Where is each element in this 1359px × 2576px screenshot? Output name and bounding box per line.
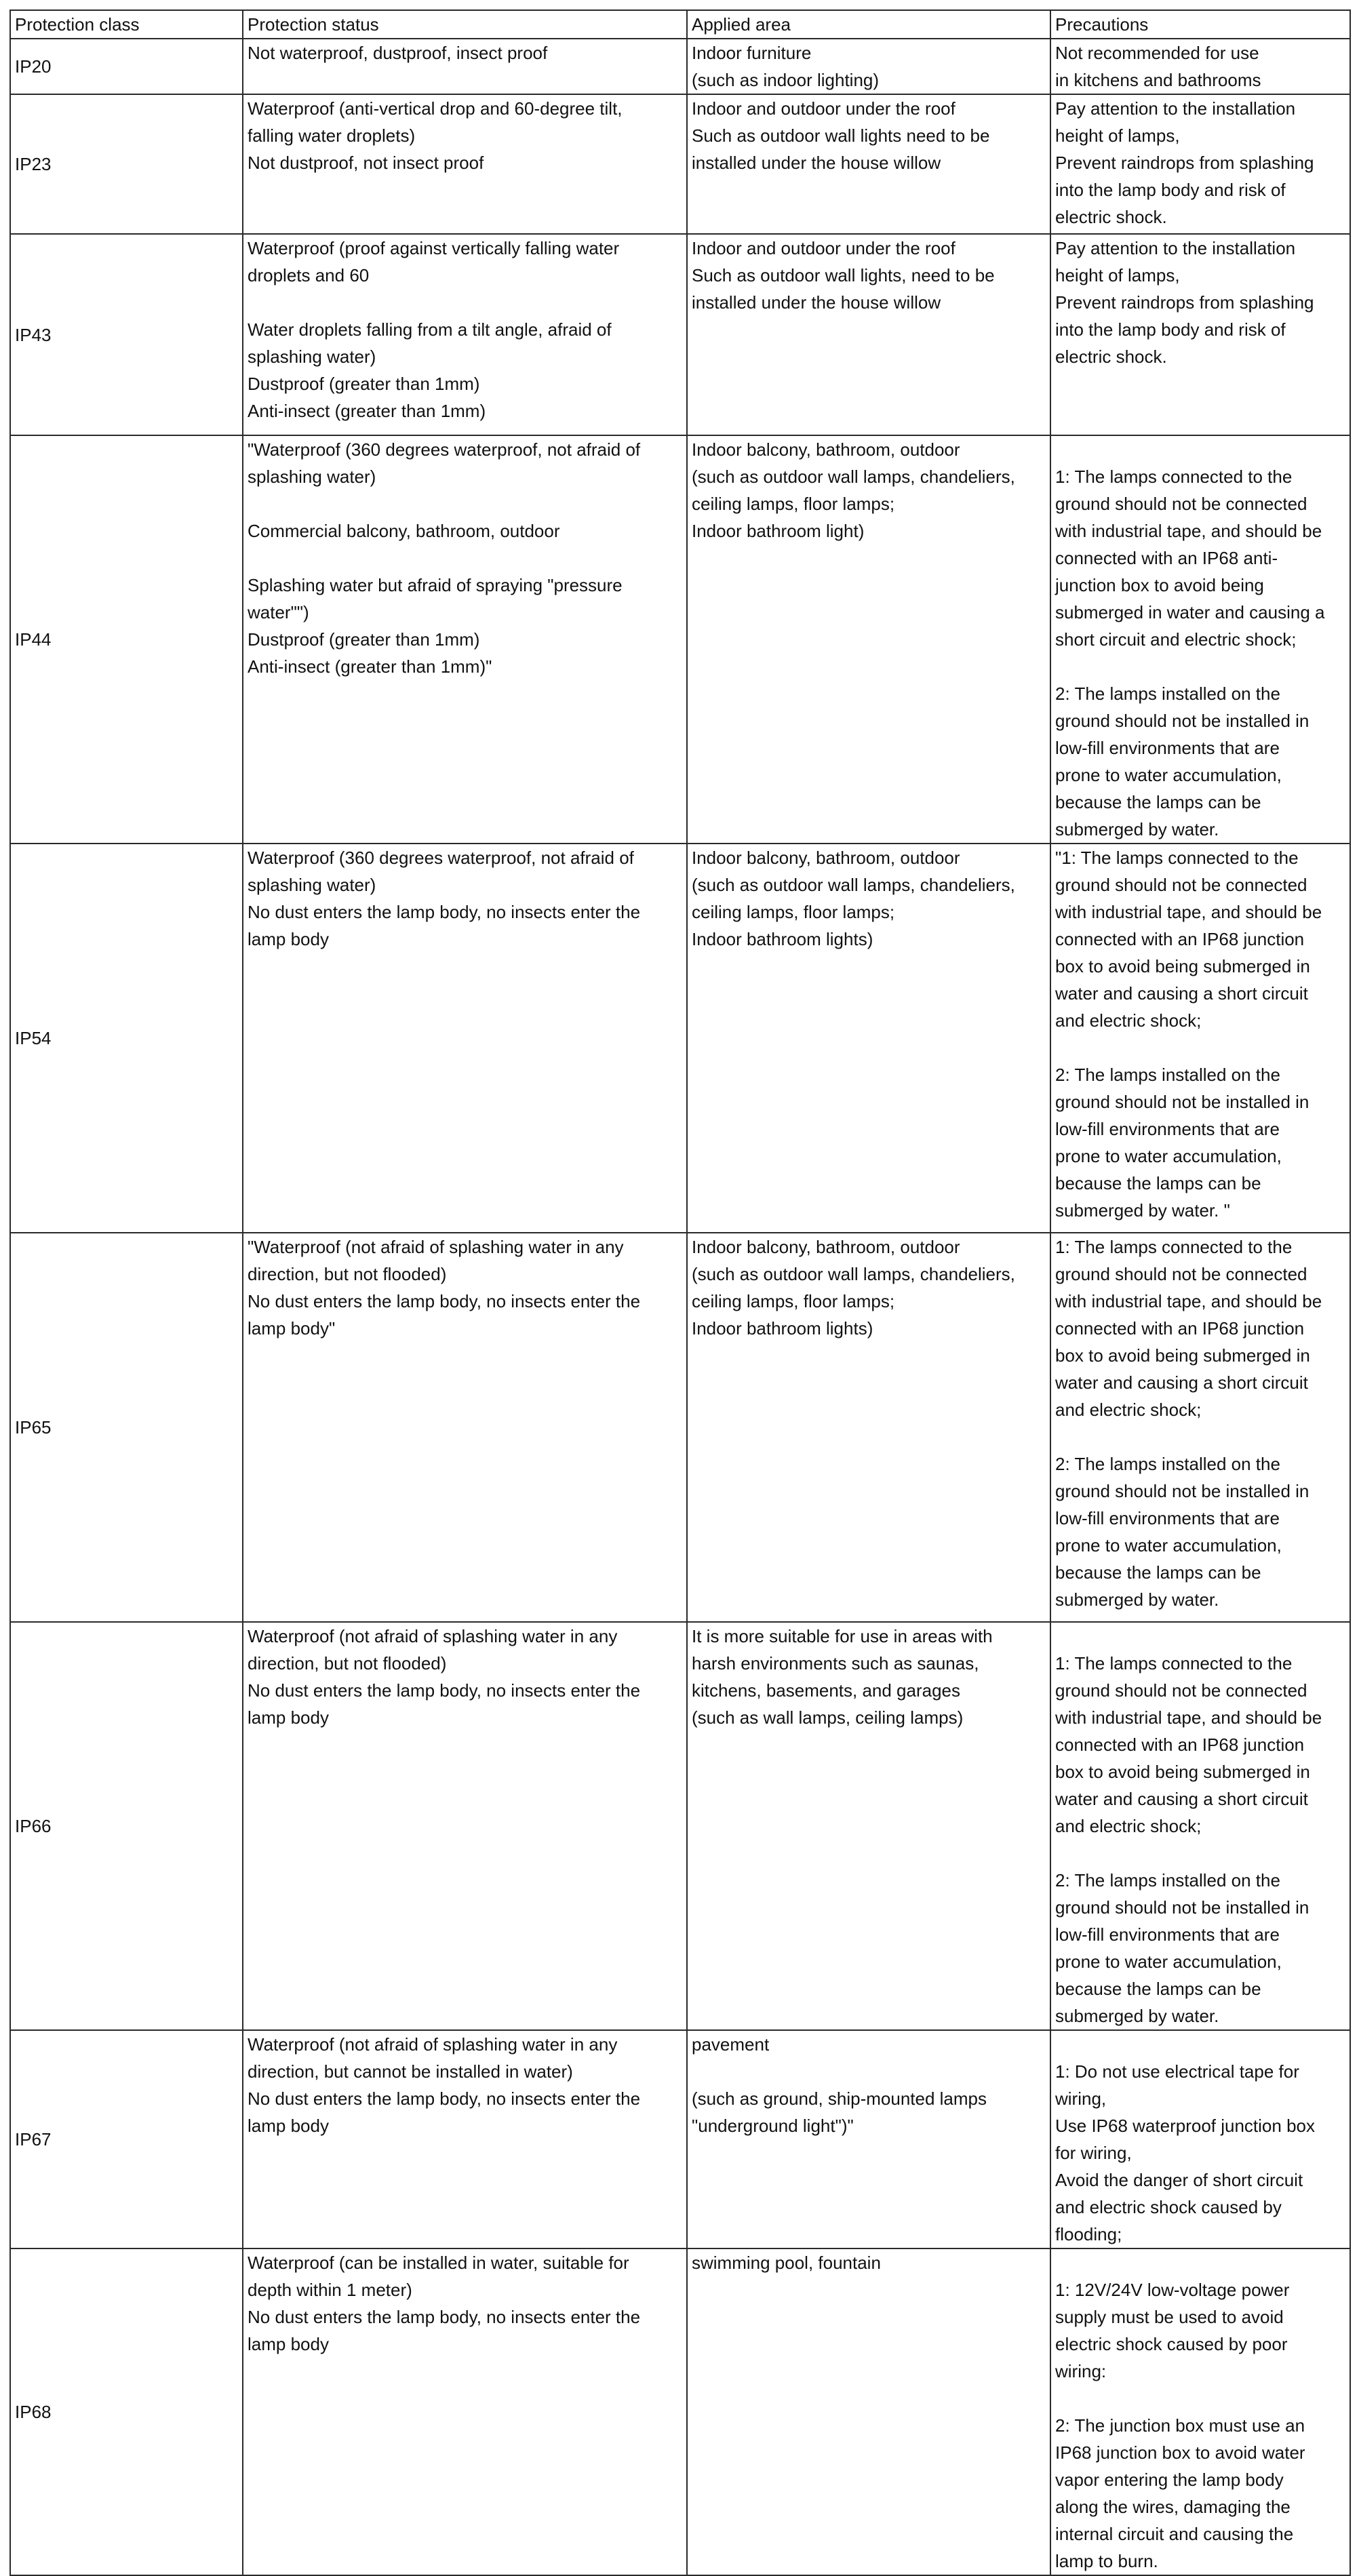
cell-text-line: and electric shock; [1055,1010,1202,1031]
cell-text-line: submerged by water. [1055,1589,1219,1610]
table-row [10,1622,1350,2030]
cell-text-line: because the lamps can be [1055,1562,1261,1583]
cell-text-line: prone to water accumulation, [1055,1146,1282,1166]
cell-text-line: "Waterproof (360 degrees waterproof, not afraid of [248,439,641,460]
cell-text-line: It is more suitable for use in areas with [692,1626,993,1646]
protection-class-text: IP20 [15,56,52,77]
header-cell-precautions[interactable]: Precautions [1050,10,1350,39]
spreadsheet-sheet [9,9,1350,2576]
cell-text-line: Waterproof (not afraid of splashing water in any [248,2034,618,2055]
cell-text-line: ground should not be connected [1055,1680,1307,1701]
applied-area-cell[interactable] [687,234,1050,435]
cell-text-line: Water droplets falling from a tilt angle, afraid of [248,319,612,340]
cell-text-line: junction box to avoid being [1055,575,1264,595]
cell-text-line: water and causing a short circuit [1055,1372,1308,1393]
cell-text-line: (such as ground, ship-mounted lamps [692,2088,987,2109]
cell-text-line: prone to water accumulation, [1055,1535,1282,1555]
cell-text-line: box to avoid being submerged in [1055,1345,1310,1366]
cell-text-line: Commercial balcony, bathroom, outdoor [248,521,560,541]
cell-text-line: ground should not be installed in [1055,711,1309,731]
protection-status-cell[interactable] [243,2030,687,2248]
cell-text-line: "Waterproof (not afraid of splashing water in any [248,1237,624,1257]
cell-text-line [1055,2031,1345,2058]
cell-text-line: low-fill environments that are [1055,1924,1280,1945]
cell-text-line: Dustproof (greater than 1mm) [248,374,480,394]
cell-text-line: Indoor balcony, bathroom, outdoor [692,848,960,868]
cell-text-line [692,2058,1046,2085]
cell-text-line: Waterproof (not afraid of splashing water in any [248,1626,618,1646]
cell-text-line: (such as outdoor wall lamps, chandeliers, [692,1264,1015,1284]
cell-text-line [248,544,682,572]
cell-text-line: vapor entering the lamp body [1055,2470,1284,2490]
cell-text-line: wiring, [1055,2088,1107,2109]
cell-text-line: lamp body" [248,1318,336,1339]
cell-text-line: depth within 1 meter) [248,2280,412,2300]
table-row [10,1233,1350,1622]
table-row [10,2030,1350,2248]
cell-text-line: height of lamps, [1055,265,1180,285]
protection-class-cell[interactable] [10,94,243,234]
cell-text-line: flooding; [1055,2224,1122,2244]
cell-text-line: with industrial tape, and should be [1055,1291,1322,1311]
cell-text-line: electric shock. [1055,346,1167,367]
cell-text-line: electric shock caused by poor [1055,2334,1288,2354]
cell-text-line: No dust enters the lamp body, no insects enter the [248,2307,641,2327]
cell-text-line: Splashing water but afraid of spraying "pressure [248,575,623,595]
cell-text-line: submerged by water. " [1055,1200,1230,1221]
cell-text-line: and electric shock; [1055,1400,1202,1420]
protection-class-cell[interactable] [10,2248,243,2575]
cell-text-line: Dustproof (greater than 1mm) [248,629,480,650]
header-cell-applied-area[interactable]: Applied area [687,10,1050,39]
cell-text-line: Indoor bathroom lights) [692,1318,873,1339]
applied-area-cell[interactable] [687,2030,1050,2248]
table-row [10,435,1350,844]
cell-text-line: ground should not be connected [1055,1264,1307,1284]
cell-text-line: Indoor bathroom light) [692,521,865,541]
cell-text-line: installed under the house willow [692,153,941,173]
cell-text-line: Avoid the danger of short circuit [1055,2170,1303,2190]
cell-text-line: box to avoid being submerged in [1055,1762,1310,1782]
cell-text-line: lamp to burn. [1055,2551,1158,2571]
cell-text-line: with industrial tape, and should be [1055,1707,1322,1728]
cell-text-line: 1: The lamps connected to the [1055,1653,1293,1673]
cell-text-line: Not dustproof, not insect proof [248,153,484,173]
cell-text-line [248,490,682,517]
precautions-cell[interactable] [1050,435,1350,844]
cell-text-line [1055,1623,1345,1650]
protection-class-text: IP43 [15,324,52,345]
cell-text-line: ground should not be installed in [1055,1897,1309,1918]
cell-text-line: lamp body [248,2334,329,2354]
cell-text-line: splashing water) [248,467,376,487]
cell-text-line: Such as outdoor wall lights need to be [692,125,990,146]
precautions-cell[interactable] [1050,1233,1350,1622]
protection-class-cell[interactable] [10,234,243,435]
cell-text-line: because the lamps can be [1055,792,1261,812]
cell-text-line [1055,1034,1345,1061]
cell-text-line: Indoor and outdoor under the roof [692,98,956,119]
table-row [10,2248,1350,2575]
protection-class-cell[interactable] [10,39,243,94]
cell-text-line: IP68 junction box to avoid water [1055,2442,1305,2463]
applied-area-cell[interactable] [687,1233,1050,1622]
cell-text-line [248,289,682,316]
cell-text-line [1055,653,1345,680]
cell-text-line: prone to water accumulation, [1055,1951,1282,1972]
cell-text-line: ceiling lamps, floor lamps; [692,1291,895,1311]
protection-class-text: IP44 [15,629,52,650]
cell-text-line: 2: The junction box must use an [1055,2415,1305,2436]
cell-text-line: Not waterproof, dustproof, insect proof [248,43,548,63]
table-row [10,39,1350,94]
precautions-cell[interactable] [1050,844,1350,1233]
cell-text-line: droplets and 60 [248,265,370,285]
cell-text-line: Anti-insect (greater than 1mm) [248,401,486,421]
cell-text-line [1055,436,1345,463]
precautions-cell[interactable] [1050,234,1350,435]
applied-area-cell[interactable] [687,435,1050,844]
precautions-cell[interactable] [1050,2248,1350,2575]
cell-text-line: lamp body [248,929,329,949]
cell-text-line: ground should not be connected [1055,494,1307,514]
protection-status-cell[interactable] [243,1233,687,1622]
cell-text-line: 1: The lamps connected to the [1055,467,1293,487]
cell-text-line: connected with an IP68 junction [1055,1318,1305,1339]
cell-text-line: short circuit and electric shock; [1055,629,1297,650]
cell-text-line: 1: Do not use electrical tape for [1055,2061,1299,2082]
cell-text-line: (such as wall lamps, ceiling lamps) [692,1707,964,1728]
cell-text-line: "1: The lamps connected to the [1055,848,1299,868]
cell-text-line: Indoor bathroom lights) [692,929,873,949]
cell-text-line: low-fill environments that are [1055,738,1280,758]
table-row [10,844,1350,1233]
cell-text-line: ceiling lamps, floor lamps; [692,494,895,514]
cell-text-line: ground should not be connected [1055,875,1307,895]
cell-text-line: Prevent raindrops from splashing [1055,292,1314,313]
protection-class-cell[interactable] [10,844,243,1233]
cell-text-line: water and causing a short circuit [1055,1789,1308,1809]
protection-class-text: IP54 [15,1028,52,1048]
cell-text-line: direction, but not flooded) [248,1653,447,1673]
cell-text-line: swimming pool, fountain [692,2253,881,2273]
cell-text-line: Indoor furniture [692,43,812,63]
protection-class-cell[interactable] [10,1622,243,2030]
cell-text-line: submerged by water. [1055,2006,1219,2026]
cell-text-line: installed under the house willow [692,292,941,313]
protection-status-cell[interactable] [243,234,687,435]
applied-area-cell[interactable] [687,39,1050,94]
protection-class-text: IP68 [15,2402,52,2422]
cell-text-line: prone to water accumulation, [1055,765,1282,785]
cell-text-line: Indoor and outdoor under the roof [692,238,956,258]
cell-text-line: splashing water) [248,346,376,367]
cell-text-line: Pay attention to the installation [1055,98,1296,119]
precautions-cell[interactable] [1050,94,1350,234]
cell-text-line: low-fill environments that are [1055,1119,1280,1139]
protection-class-text: IP67 [15,2129,52,2149]
header-cell-protection-status[interactable]: Protection status [243,10,687,39]
precautions-cell[interactable] [1050,1622,1350,2030]
cell-text-line: connected with an IP68 junction [1055,1735,1305,1755]
cell-text-line: with industrial tape, and should be [1055,521,1322,541]
cell-text-line: pavement [692,2034,770,2055]
cell-text-line: internal circuit and causing the [1055,2524,1294,2544]
table-body [10,10,1350,2575]
applied-area-cell[interactable] [687,844,1050,1233]
cell-text-line [1055,1840,1345,1867]
cell-text-line: into the lamp body and risk of [1055,319,1286,340]
cell-text-line: wiring: [1055,2361,1107,2381]
precautions-cell[interactable] [1050,39,1350,94]
protection-class-cell[interactable] [10,2030,243,2248]
cell-text-line: "underground light")" [692,2116,854,2136]
cell-text-line: kitchens, basements, and garages [692,1680,961,1701]
cell-text-line: into the lamp body and risk of [1055,180,1286,200]
cell-text-line: (such as outdoor wall lamps, chandeliers, [692,875,1015,895]
cell-text-line: because the lamps can be [1055,1979,1261,1999]
protection-status-cell[interactable] [243,94,687,234]
cell-text-line: Indoor balcony, bathroom, outdoor [692,439,960,460]
protection-class-text: IP66 [15,1816,52,1836]
cell-text-line: ground should not be installed in [1055,1092,1309,1112]
protection-class-text: IP23 [15,154,52,174]
cell-text-line [1055,1423,1345,1450]
cell-text-line: submerged by water. [1055,819,1219,839]
protection-status-cell[interactable] [243,2248,687,2575]
cell-text-line: Pay attention to the installation [1055,238,1296,258]
cell-text-line: and electric shock; [1055,1816,1202,1836]
applied-area-cell[interactable] [687,94,1050,234]
cell-text-line: direction, but not flooded) [248,1264,447,1284]
cell-text-line: No dust enters the lamp body, no insects enter the [248,2088,641,2109]
table-row [10,94,1350,234]
cell-text-line: 2: The lamps installed on the [1055,1454,1280,1474]
cell-text-line: height of lamps, [1055,125,1180,146]
ip-protection-table [9,9,1351,2576]
cell-text-line: Not recommended for use [1055,43,1259,63]
header-row [10,10,1350,39]
cell-text-line: direction, but cannot be installed in water) [248,2061,573,2082]
cell-text-line: 2: The lamps installed on the [1055,1870,1280,1890]
cell-text-line: water"") [248,602,309,622]
cell-text-line [1055,2249,1345,2276]
protection-class-cell[interactable] [10,1233,243,1622]
protection-status-cell[interactable] [243,39,687,94]
cell-text-line: 1: 12V/24V low-voltage power [1055,2280,1290,2300]
cell-text-line: Waterproof (360 degrees waterproof, not afraid of [248,848,634,868]
cell-text-line: electric shock. [1055,207,1167,227]
cell-text-line: Prevent raindrops from splashing [1055,153,1314,173]
cell-text-line: low-fill environments that are [1055,1508,1280,1528]
cell-text-line: ground should not be installed in [1055,1481,1309,1501]
protection-status-cell[interactable] [243,844,687,1233]
cell-text-line: lamp body [248,1707,329,1728]
cell-text-line: and electric shock caused by [1055,2197,1282,2217]
cell-text-line: Indoor balcony, bathroom, outdoor [692,1237,960,1257]
cell-text-line: in kitchens and bathrooms [1055,70,1261,90]
cell-text-line: connected with an IP68 junction [1055,929,1305,949]
cell-text-line: falling water droplets) [248,125,416,146]
cell-text-line: water and causing a short circuit [1055,983,1308,1004]
cell-text-line: splashing water) [248,875,376,895]
precautions-cell[interactable] [1050,2030,1350,2248]
cell-text-line: lamp body [248,2116,329,2136]
cell-text-line: 2: The lamps installed on the [1055,1065,1280,1085]
cell-text-line: Anti-insect (greater than 1mm)" [248,656,492,677]
cell-text-line: connected with an IP68 anti- [1055,548,1278,568]
cell-text-line: (such as outdoor wall lamps, chandeliers, [692,467,1015,487]
cell-text-line: Waterproof (anti-vertical drop and 60-degree tilt, [248,98,623,119]
cell-text-line: supply must be used to avoid [1055,2307,1284,2327]
cell-text-line: Use IP68 waterproof junction box [1055,2116,1315,2136]
protection-status-cell[interactable] [243,435,687,844]
cell-text-line: box to avoid being submerged in [1055,956,1310,976]
cell-text-line: with industrial tape, and should be [1055,902,1322,922]
protection-class-cell[interactable] [10,435,243,844]
cell-text-line: Waterproof (can be installed in water, suitable for [248,2253,629,2273]
applied-area-cell[interactable] [687,2248,1050,2575]
cell-text-line [1055,2385,1345,2412]
table-row [10,234,1350,435]
cell-text-line: Such as outdoor wall lights, need to be [692,265,995,285]
cell-text-line: along the wires, damaging the [1055,2497,1291,2517]
cell-text-line: because the lamps can be [1055,1173,1261,1193]
cell-text-line: ceiling lamps, floor lamps; [692,902,895,922]
cell-text-line: No dust enters the lamp body, no insects enter the [248,1291,641,1311]
cell-text-line: 1: The lamps connected to the [1055,1237,1293,1257]
cell-text-line: 2: The lamps installed on the [1055,683,1280,704]
cell-text-line: harsh environments such as saunas, [692,1653,979,1673]
header-cell-protection-class[interactable]: Protection class [10,10,243,39]
cell-text-line: for wiring, [1055,2143,1132,2163]
cell-text-line: Waterproof (proof against vertically falling water [248,238,620,258]
cell-text-line: submerged in water and causing a [1055,602,1325,622]
applied-area-cell[interactable] [687,1622,1050,2030]
cell-text-line: No dust enters the lamp body, no insects enter the [248,1680,641,1701]
protection-status-cell[interactable] [243,1622,687,2030]
cell-text-line: (such as indoor lighting) [692,70,880,90]
cell-text-line: No dust enters the lamp body, no insects enter the [248,902,641,922]
protection-class-text: IP65 [15,1417,52,1438]
